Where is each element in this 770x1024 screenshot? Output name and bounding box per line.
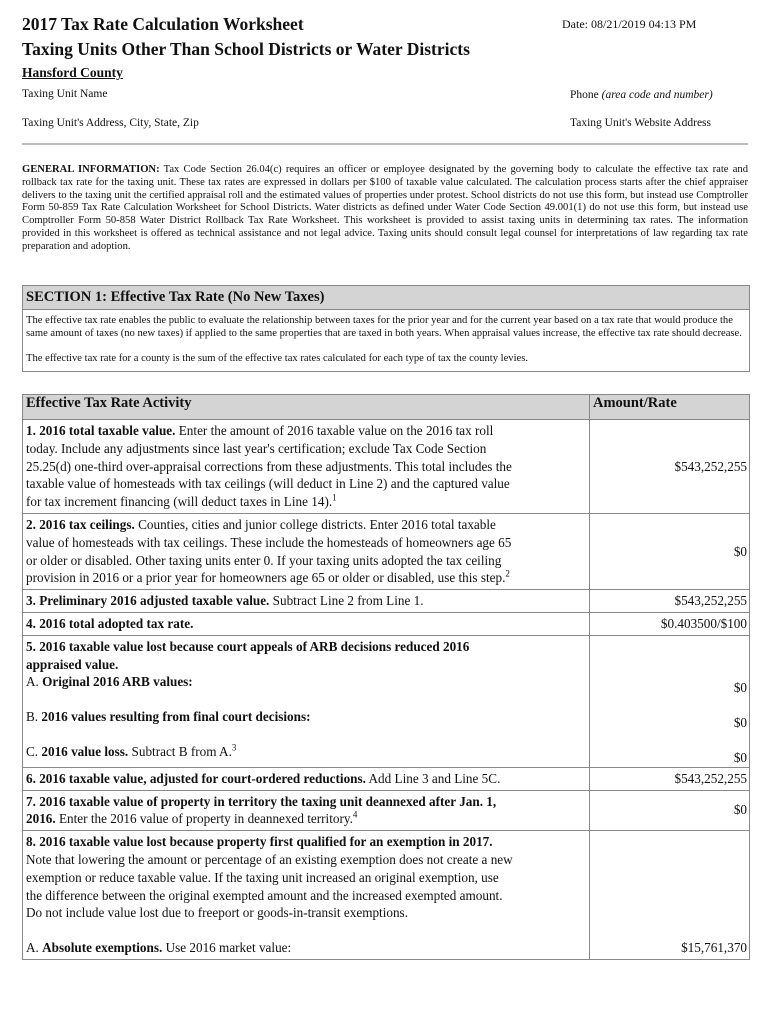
line-5a-amount: $0 bbox=[733, 680, 747, 696]
line-4-title: 4. 2016 total adopted tax rate. bbox=[26, 615, 194, 631]
line-3-amount-value: $543,252,255 bbox=[674, 593, 747, 609]
line-5c-prefix: C. bbox=[26, 743, 39, 759]
general-information-label: GENERAL INFORMATION: bbox=[22, 164, 160, 175]
line-6-text: Add Line 3 and Line 5C. bbox=[368, 770, 501, 786]
line-8-amounts bbox=[590, 831, 750, 960]
footnote-marker: 2 bbox=[505, 568, 510, 579]
footnote-marker: 3 bbox=[231, 742, 237, 753]
line-5-title-2: appraised value. bbox=[26, 656, 119, 672]
line-8a-prefix: A. bbox=[26, 940, 39, 956]
header-divider bbox=[22, 143, 748, 145]
line-4-amount bbox=[590, 612, 750, 635]
line-1-text-3: 25.25(d) one-third over-appraisal corrections from these adjustments. This total includes the bbox=[26, 458, 512, 474]
section-1-title: SECTION 1: Effective Tax Rate (No New Taxes) bbox=[23, 286, 749, 310]
line-6-title: 6. 2016 taxable value, adjusted for court-ordered reductions. bbox=[26, 770, 366, 786]
date-stamp: Date: 08/21/2019 04:13 PM bbox=[562, 17, 697, 31]
line-5b-amount: $0 bbox=[733, 715, 747, 731]
line-2-title: 2. 2016 tax ceilings. bbox=[26, 516, 135, 532]
line-8-text-2: exemption or reduce taxable value. If the taxing unit increased an original exemption, use bbox=[26, 869, 499, 885]
footnote-marker: 4 bbox=[352, 809, 358, 820]
line-5b-label: 2016 values resulting from final court decisions: bbox=[41, 709, 311, 725]
line-4-description bbox=[23, 612, 590, 635]
line-5c-text: Subtract B from A. bbox=[131, 743, 232, 759]
line-5-description bbox=[23, 635, 590, 767]
line-2-text-2: value of homesteads with tax ceilings. These include the homesteads of homeowners age 65 bbox=[26, 534, 512, 550]
line-1-text-5: for tax increment financing (will deduct taxes in Line 14). bbox=[26, 494, 333, 510]
line-8-description bbox=[23, 831, 590, 960]
table-header-row bbox=[23, 395, 750, 420]
line-8-text-4: Do not include value lost due to freeport or goods-in-transit exemptions. bbox=[26, 905, 408, 921]
table-row bbox=[23, 790, 750, 831]
line-3-text: Subtract Line 2 from Line 1. bbox=[272, 593, 424, 609]
line-2-amount bbox=[590, 513, 750, 589]
table-row bbox=[23, 831, 750, 960]
address-label: Taxing Unit's Address, City, State, Zip bbox=[22, 117, 199, 129]
line-3-description bbox=[23, 590, 590, 613]
line-1-amount-value: $543,252,255 bbox=[674, 458, 747, 474]
line-2-text-3: or older or disabled. Other taxing units enter 0. If your taxing units adopted the tax ceiling bbox=[26, 552, 502, 568]
general-information-text: Tax Code Section 26.04(c) requires an officer or employee designated by the governing body to calculate the effective tax rate and rollback tax rate for the taxing unit. These tax rates are expressed in dollars per $100 of taxable value calculated. The calculation process starts after the chief appraiser delivers to the taxing unit the certified appraisal roll and the estimated values of properties under protest. School districts do not use this form, but instead use Comptroller Form 50-859 Tax Rate Calculation Worksheet for School Districts. Water districts as defined under Water Code Section 49.001(1) do not use this form, but instead use Comptroller Form 50-858 Water District Rollback Tax Rate Worksheet. This worksheet is provided to assist taxing units in determining tax rates. The information provided in this worksheet is offered as technical assistance and not legal advice. Taxing units should consult legal counsel for interpretations of law regarding tax rate preparation and adoption. bbox=[22, 164, 748, 252]
line-2-text-4: provision in 2016 or a prior year for homeowners age 65 or older or disabled, use this step. bbox=[26, 570, 506, 586]
line-2-amount-value: $0 bbox=[733, 543, 747, 559]
line-1-text-2: today. Include any adjustments since last year's certification; exclude Tax Code Section bbox=[26, 440, 487, 456]
table-row bbox=[23, 590, 750, 613]
line-5-title-1: 5. 2016 taxable value lost because court appeals of ARB decisions reduced 2016 bbox=[26, 638, 470, 654]
line-1-amount bbox=[590, 420, 750, 514]
line-7-title-2: 2016. bbox=[26, 811, 56, 827]
table-row bbox=[23, 635, 750, 767]
line-5a-label: Original 2016 ARB values: bbox=[42, 674, 193, 690]
line-7-title-1: 7. 2016 taxable value of property in territory the taxing unit deannexed after Jan. 1, bbox=[26, 793, 497, 809]
footnote-marker: 1 bbox=[332, 492, 337, 503]
website-label: Taxing Unit's Website Address bbox=[570, 117, 711, 129]
line-4-amount-value: $0.403500/$100 bbox=[660, 615, 747, 631]
section-1-intro bbox=[23, 310, 749, 371]
section-1-paragraph-1: The effective tax rate enables the public to evaluate the relationship between taxes for the prior year and for the current year based on a tax rate that would produce the same amount of taxes (no new taxes) if applied to the same properties that are taxed in both years. When appraisal values increase, the effective tax rate should decrease. bbox=[26, 315, 742, 339]
page-subtitle: Taxing Units Other Than School Districts or Water Districts bbox=[22, 39, 470, 59]
line-7-description bbox=[23, 790, 590, 831]
line-6-amount bbox=[590, 767, 750, 790]
line-1-text-4: taxable value of homesteads with tax ceilings (will deduct in Line 2) and the captured value bbox=[26, 476, 510, 492]
line-1-text-1: Enter the amount of 2016 taxable value on the 2016 tax roll bbox=[178, 423, 494, 438]
general-information bbox=[22, 164, 748, 254]
line-5c-amount: $0 bbox=[733, 749, 747, 765]
line-3-amount bbox=[590, 590, 750, 613]
line-1-title: 1. 2016 total taxable value. bbox=[26, 423, 176, 438]
phone-label-text: Phone bbox=[570, 89, 599, 101]
line-8a-amount: $15,761,370 bbox=[681, 940, 747, 956]
line-8-text-3: the difference between the original exempted amount and the increased exempted amount. bbox=[26, 887, 503, 903]
taxing-unit-name-label: Taxing Unit Name bbox=[22, 88, 108, 100]
line-1-description bbox=[23, 420, 590, 514]
table-row bbox=[23, 513, 750, 589]
table-row bbox=[23, 612, 750, 635]
line-6-description bbox=[23, 767, 590, 790]
line-8a-text: Use 2016 market value: bbox=[165, 940, 292, 956]
line-7-text: Enter the 2016 value of property in deannexed territory. bbox=[58, 811, 353, 827]
line-8-title: 8. 2016 taxable value lost because property first qualified for an exemption in 2017. bbox=[26, 834, 493, 850]
line-8a-label: Absolute exemptions. bbox=[42, 940, 163, 956]
line-2-text-1: Counties, cities and junior college districts. Enter 2016 total taxable bbox=[138, 516, 496, 532]
table-row bbox=[23, 420, 750, 514]
line-5a-prefix: A. bbox=[26, 674, 39, 690]
county-name: Hansford County bbox=[22, 65, 123, 80]
table-row bbox=[23, 767, 750, 790]
phone-label bbox=[570, 89, 713, 101]
page-title: 2017 Tax Rate Calculation Worksheet bbox=[22, 14, 304, 34]
line-5-amounts bbox=[590, 635, 750, 767]
column-header-activity: Effective Tax Rate Activity bbox=[23, 395, 590, 420]
line-5c-label: 2016 value loss. bbox=[41, 743, 129, 759]
section-1-paragraph-2: The effective tax rate for a county is the sum of the effective tax rates calculated for each type of tax the county levies. bbox=[26, 353, 529, 364]
effective-tax-rate-table bbox=[22, 394, 750, 960]
line-2-description bbox=[23, 513, 590, 589]
line-7-amount-value: $0 bbox=[733, 802, 747, 818]
line-8-text-1: Note that lowering the amount or percentage of an existing exemption does not create a new bbox=[26, 851, 513, 867]
line-6-amount-value: $543,252,255 bbox=[674, 770, 747, 786]
column-header-amount: Amount/Rate bbox=[590, 395, 750, 420]
line-7-amount bbox=[590, 790, 750, 831]
phone-hint: (area code and number) bbox=[601, 89, 713, 101]
line-5b-prefix: B. bbox=[26, 709, 39, 725]
line-3-title: 3. Preliminary 2016 adjusted taxable value. bbox=[26, 593, 270, 609]
section-1-box bbox=[22, 285, 750, 372]
